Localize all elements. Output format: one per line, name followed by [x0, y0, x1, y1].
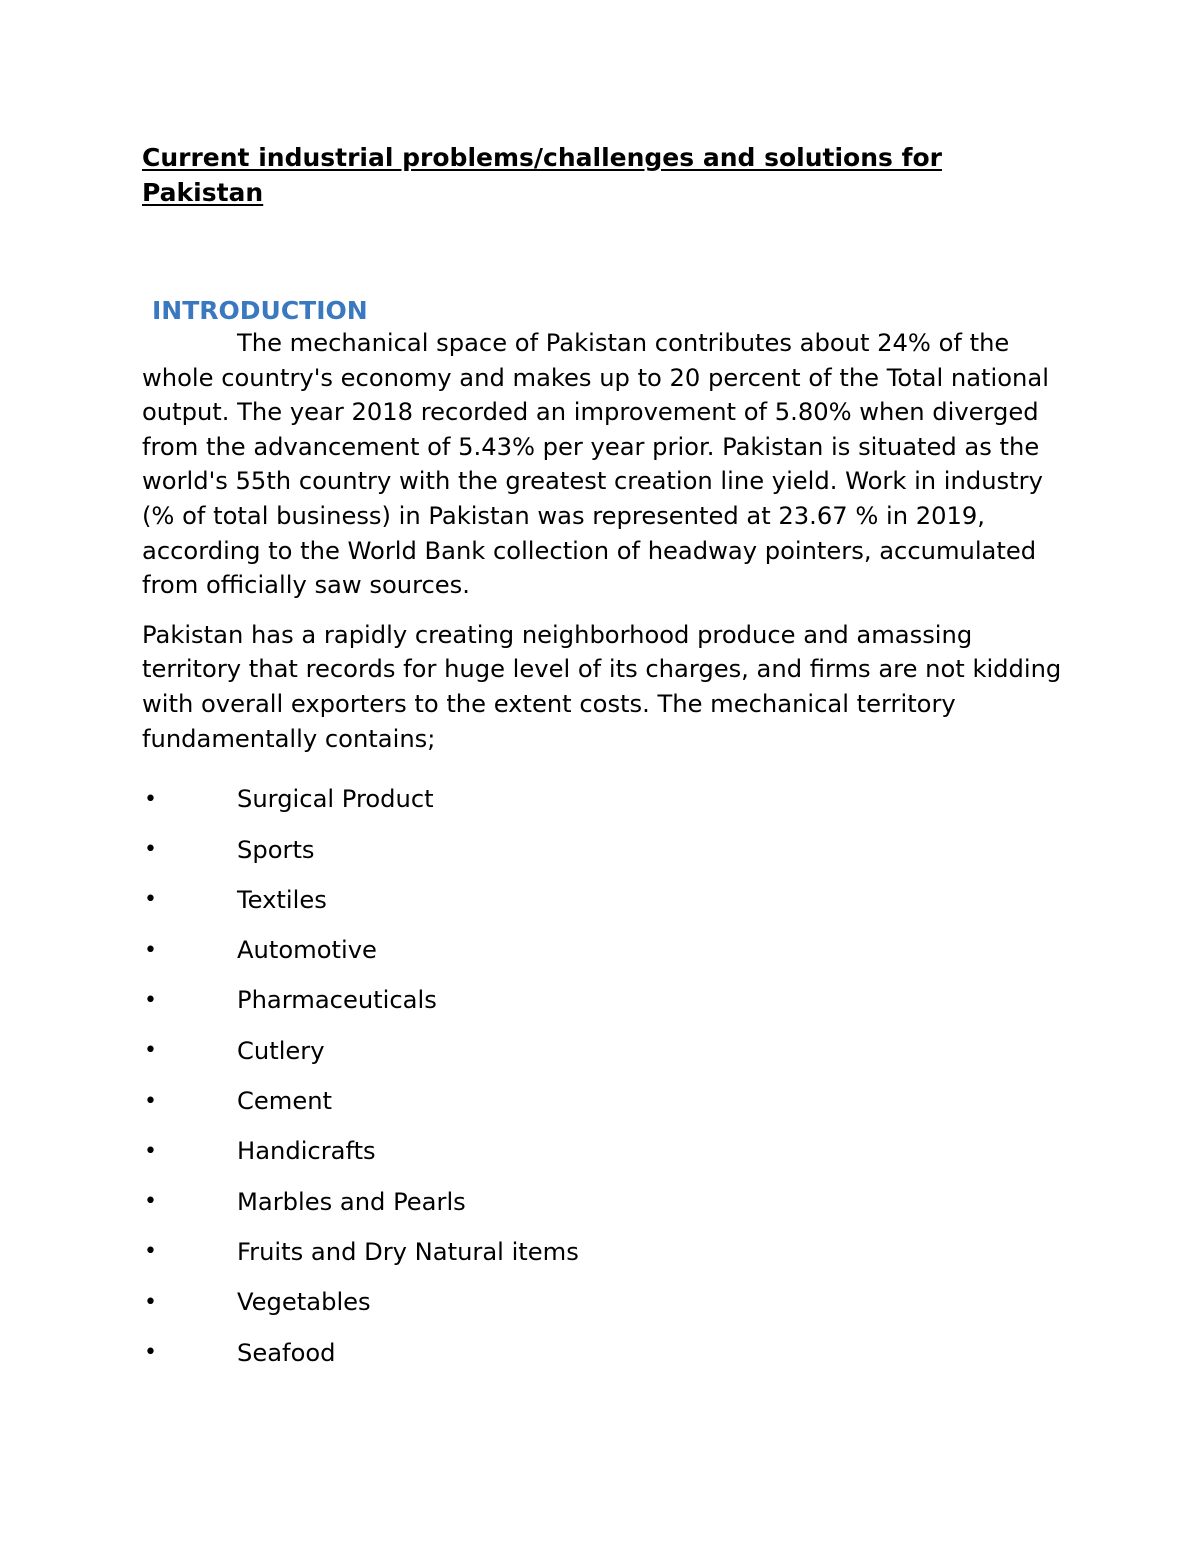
- list-item-label: Textiles: [237, 885, 327, 914]
- paragraph-2: Pakistan has a rapidly creating neighborhood produce and amassing territory that records for huge level of its charges, and firms are not kidding with overall exporters to the extent costs. The mechanical territory fundamentally contains;: [142, 620, 1062, 753]
- list-item: [142, 975, 1062, 1025]
- list-item-label: Surgical Product: [237, 785, 434, 814]
- bullet-icon: •: [144, 887, 157, 913]
- bullet-icon: •: [144, 1239, 157, 1265]
- document-page: [142, 140, 1062, 1378]
- section-heading-introduction: INTRODUCTION: [152, 296, 368, 325]
- list-item: [142, 824, 1062, 874]
- bullet-icon: •: [144, 937, 157, 963]
- list-item-label: Seafood: [237, 1338, 336, 1367]
- list-item: [142, 1327, 1062, 1377]
- list-item-label: Vegetables: [237, 1288, 371, 1317]
- list-item-label: Pharmaceuticals: [237, 986, 437, 1015]
- bullet-icon: •: [144, 1088, 157, 1114]
- list-item: [142, 925, 1062, 975]
- bullet-icon: •: [144, 786, 157, 812]
- bullet-icon: •: [144, 987, 157, 1013]
- list-item-label: Cement: [237, 1087, 333, 1116]
- paragraph-1: The mechanical space of Pakistan contributes about 24% of the whole country's economy and makes up to 20 percent of the Total national output. The year 2018 recorded an improvement of 5.80% when diverged from the advancement of 5.43% per year prior. Pakistan is situated as the world's 55th country with the greatest creation line yield. Work in industry (% of total business) in Pakistan was represented at 23.67 % in 2019, according to the World Bank collection of headway pointers, accumulated from officially saw sources.: [142, 329, 1049, 600]
- list-item: [142, 1277, 1062, 1327]
- list-item-label: Fruits and Dry Natural items: [237, 1237, 579, 1266]
- list-item: [142, 1177, 1062, 1227]
- bullet-icon: •: [144, 837, 157, 863]
- list-item: [142, 1227, 1062, 1277]
- list-item: [142, 1126, 1062, 1176]
- list-item-label: Sports: [237, 835, 315, 864]
- list-item: [142, 875, 1062, 925]
- list-item: [142, 774, 1062, 824]
- industry-bullet-list: [142, 774, 1062, 1378]
- list-item-label: Automotive: [237, 936, 377, 965]
- list-item-label: Marbles and Pearls: [237, 1187, 466, 1216]
- list-item-label: Handicrafts: [237, 1137, 376, 1166]
- document-title: Current industrial problems/challenges and solutions for Pakistan: [142, 143, 942, 207]
- list-item-label: Cutlery: [237, 1036, 325, 1065]
- list-item: [142, 1076, 1062, 1126]
- list-item: [142, 1026, 1062, 1076]
- bullet-icon: •: [144, 1340, 157, 1366]
- bullet-icon: •: [144, 1289, 157, 1315]
- bullet-icon: •: [144, 1138, 157, 1164]
- bullet-icon: •: [144, 1038, 157, 1064]
- bullet-icon: •: [144, 1189, 157, 1215]
